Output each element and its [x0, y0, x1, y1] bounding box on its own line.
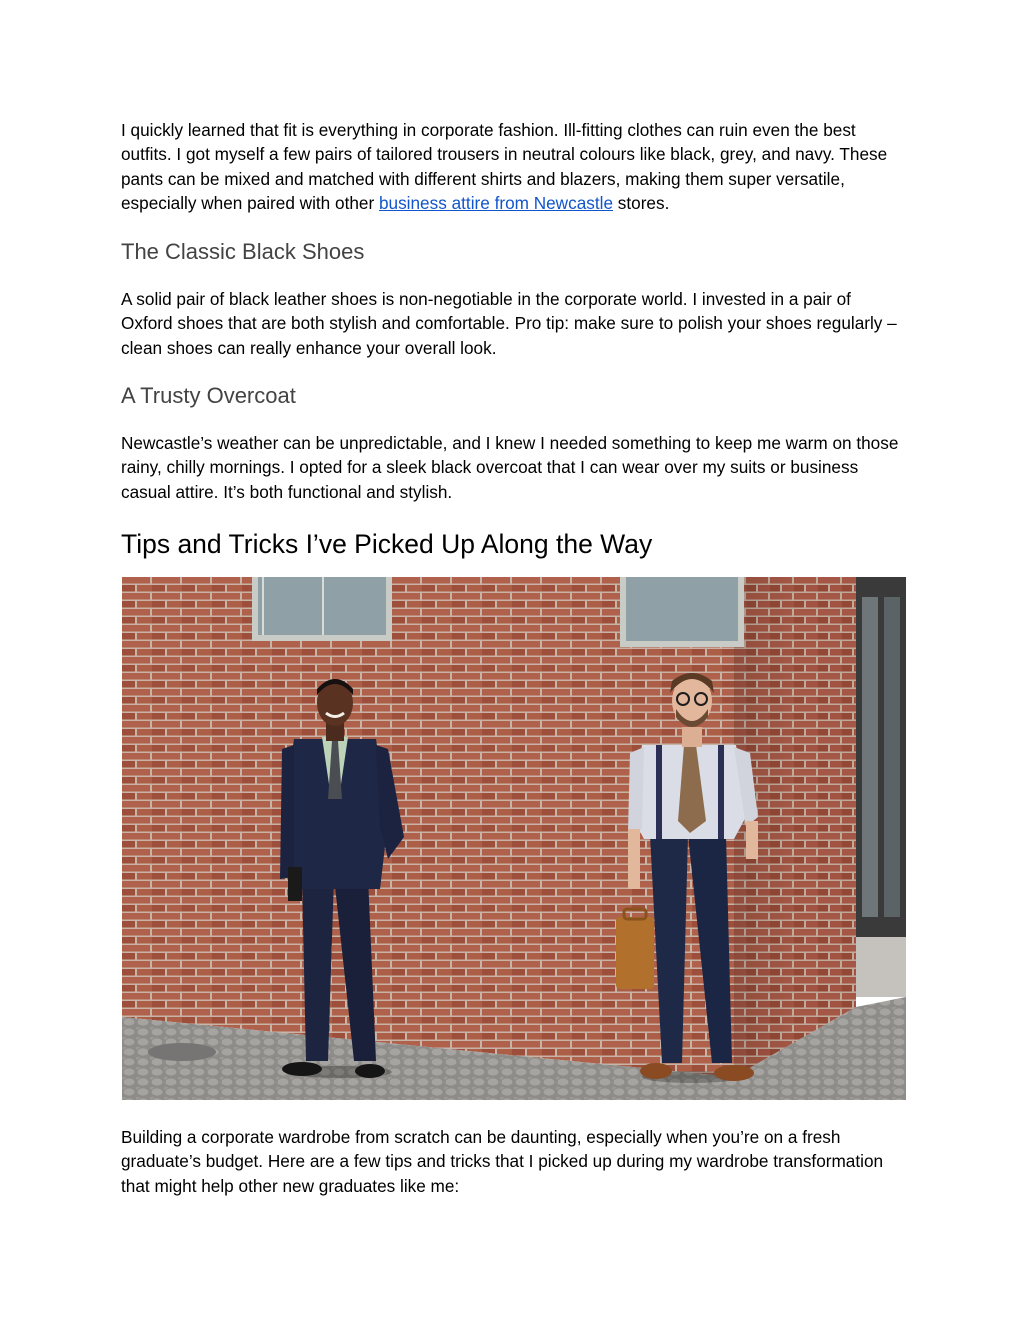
heading-trusty-overcoat: A Trusty Overcoat [121, 383, 296, 408]
paragraph-fit-end: stores. [613, 193, 670, 214]
photo-illustration [122, 577, 906, 1100]
paragraph-overcoat: Newcastle’s weather can be unpredictable, and I knew I needed something to keep me warm on those rainy, chilly mornings. I opted for a sleek black overcoat that I can wear over my suits or business casual attire. It’s both functional and stylish. [121, 433, 899, 502]
business-attire-link[interactable]: business attire from Newcastle [378, 193, 613, 214]
paragraph-fit-text: I quickly learned that fit is everything in corporate fashion. Ill-fitting clothes can ruin even the best outfits. I got myself a few pairs of tailored trousers in neutral colours like black, grey, and navy. These pants can be mixed and matched with different shirts and blazers, making them super versatile, especially when paired with other [121, 120, 888, 214]
paragraph-tips: Building a corporate wardrobe from scratch can be daunting, especially when you’re on a fresh graduate’s budget. Here are a few tips and tricks that I picked up during my wardrobe transformation that might help other new graduates like me: [121, 1127, 884, 1196]
heading-tips-and-tricks: Tips and Tricks I’ve Picked Up Along the Way [121, 529, 653, 559]
heading-classic-black-shoes: The Classic Black Shoes [121, 239, 365, 264]
paragraph-fit [121, 118, 907, 216]
paragraph-shoes: A solid pair of black leather shoes is non-negotiable in the corporate world. I invested in a pair of Oxford shoes that are both stylish and comfortable. Pro tip: make sure to polish your shoes regularly – clean shoes can really enhance your overall look. [121, 289, 897, 358]
photo-two-businessmen-brick-wall [122, 577, 906, 1100]
